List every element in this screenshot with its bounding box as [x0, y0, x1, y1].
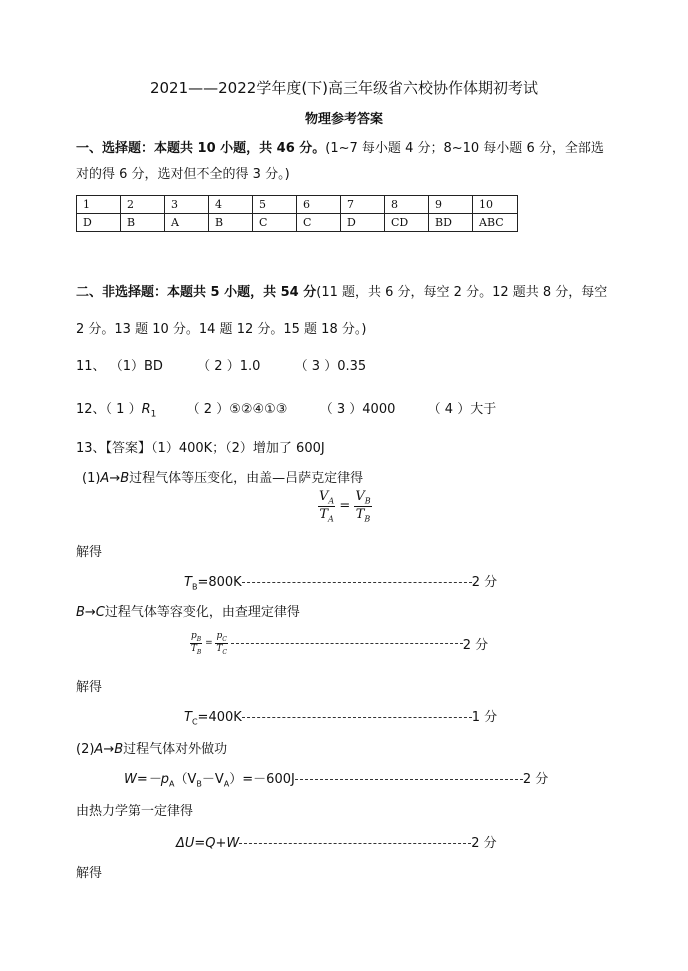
work-eq-sub-b: B — [196, 779, 202, 789]
table-cell: B — [209, 214, 253, 232]
q13-line4: 由热力学第一定律得 — [76, 804, 194, 819]
answer-table — [76, 195, 518, 232]
score-label: 2 分 — [471, 575, 498, 590]
first-law-equation — [176, 832, 497, 851]
q11-number: 11、 — [76, 359, 106, 374]
q13-l3-path: A→B — [94, 742, 124, 757]
score-label: 2 分 — [522, 772, 549, 787]
work-eq-paren: （V — [174, 772, 197, 787]
table-cell: 6 — [297, 196, 341, 214]
q11-line — [76, 355, 366, 374]
result-tc-line — [184, 706, 497, 727]
q13-l3-text: 过程气体对外做功 — [123, 742, 228, 757]
result-tb-value: =800K — [197, 575, 242, 590]
section1-heading: 一、选择题：本题共 10 小题，共 46 分。 — [76, 141, 326, 156]
work-eq-sub-a2: A — [223, 779, 230, 789]
table-cell: 7 — [341, 196, 385, 214]
work-eq-sub-a: A — [169, 779, 175, 789]
table-cell: ABC — [473, 214, 518, 232]
result-tc-var: T — [184, 710, 192, 725]
table-cell: 3 — [165, 196, 209, 214]
table-cell: C — [297, 214, 341, 232]
jiede-1: 解得 — [76, 545, 103, 560]
table-cell: 1 — [77, 196, 121, 214]
first-law-expr: ΔU=Q+W — [176, 836, 240, 851]
table-cell: 8 — [385, 196, 429, 214]
fraction-pc-tc: $\frac{p_C}{T_C}$ — [216, 631, 227, 656]
section2-heading: 二、非选择题：本题共 5 小题，共 54 分 — [76, 285, 317, 300]
dash-leader — [239, 843, 471, 844]
dash-leader — [231, 643, 463, 644]
score-label: 2 分 — [471, 836, 497, 851]
q13-line3 — [76, 738, 227, 757]
equals-sign: = — [339, 498, 351, 514]
score-label: 2 分 — [462, 637, 489, 653]
q13-l3-label: (2) — [76, 742, 95, 757]
work-eq-lhs: W=－p — [124, 772, 169, 787]
result-tb-sub: B — [191, 582, 198, 592]
table-cell: 2 — [121, 196, 165, 214]
fraction-pb-tb: $\frac{p_B}{T_B}$ — [190, 631, 202, 656]
score-label: 1 分 — [471, 710, 498, 725]
jiede-2: 解得 — [76, 680, 103, 695]
result-tc-sub: C — [191, 717, 198, 727]
section1-line1 — [76, 137, 604, 156]
dash-leader — [242, 717, 472, 718]
table-cell: C — [253, 214, 297, 232]
answer-table-answer-row — [77, 214, 518, 232]
section1-note-line2: 对的得 6 分，选对但不全的得 3 分。) — [76, 167, 290, 182]
work-eq-result: ）=－600J — [229, 772, 295, 787]
page-subtitle: 物理参考答案 — [304, 112, 383, 127]
q11-part2: （ 2 ）1.0 — [197, 359, 261, 374]
page-title: 2021——2022学年度(下)高三年级省六校协作体期初考试 — [149, 79, 539, 97]
q11-part3: （ 3 ）0.35 — [294, 359, 367, 374]
q12-line — [76, 398, 496, 420]
q13-l2-path: B→C — [76, 605, 105, 620]
table-cell: A — [165, 214, 209, 232]
result-tb-line — [184, 571, 497, 592]
q13-line2 — [76, 601, 300, 620]
equation-gay-lussac — [318, 489, 372, 523]
work-eq-minus: －V — [201, 772, 224, 787]
table-cell: 9 — [429, 196, 473, 214]
result-tb-var: T — [184, 575, 192, 590]
equation-charles-law — [190, 631, 488, 656]
table-cell: D — [341, 214, 385, 232]
section1-note-line1: (1~7 每小题 4 分；8~10 每小题 6 分，全部选 — [325, 141, 604, 156]
jiede-3: 解得 — [76, 866, 103, 881]
dash-leader — [295, 779, 523, 780]
section2-line1 — [76, 281, 607, 300]
q13-l2-text: 过程气体等容变化，由查理定律得 — [104, 605, 300, 620]
table-cell: 4 — [209, 196, 253, 214]
work-equation — [124, 768, 548, 789]
table-cell: BD — [429, 214, 473, 232]
table-cell: CD — [385, 214, 429, 232]
fraction-va-ta: $\frac{V_A}{T_A}$ — [319, 489, 335, 524]
q12-part4: （ 4 ）大于 — [427, 402, 497, 417]
result-tc-value: =400K — [197, 710, 242, 725]
q13-l1-text: 过程气体等压变化，由盖—吕萨克定律得 — [129, 471, 364, 486]
section2-note-line2: 2 分。13 题 10 分。14 题 12 分。15 题 18 分。) — [76, 322, 367, 337]
q11-part1: （1）BD — [109, 359, 163, 374]
table-cell: 10 — [473, 196, 518, 214]
q12-part1-label: （ 1 ） — [105, 402, 142, 417]
fraction-vb-tb: $\frac{V_B}{T_B}$ — [355, 489, 371, 524]
q13-l1-path: A→B — [100, 471, 130, 486]
q13-l1-label: (1) — [82, 471, 101, 486]
q12-part1-sub: 1 — [150, 409, 157, 420]
q13-header: 13、【答案】（1）400K；（2）增加了 600J — [76, 441, 325, 456]
dash-leader — [242, 582, 472, 583]
q12-part1-var: R — [141, 402, 151, 417]
table-cell: D — [77, 214, 121, 232]
section2-note-line1: (11 题，共 6 分，每空 2 分。12 题共 8 分，每空 — [316, 285, 608, 300]
q12-part2: （ 2 ）⑤②④①③ — [186, 402, 288, 417]
answer-table-number-row — [77, 196, 518, 214]
equals-sign: = — [205, 638, 213, 649]
q12-part3: （ 3 ）4000 — [319, 402, 396, 417]
q12-number: 12、 — [76, 402, 106, 417]
table-cell: 5 — [253, 196, 297, 214]
q13-line1 — [82, 467, 363, 486]
table-cell: B — [121, 214, 165, 232]
